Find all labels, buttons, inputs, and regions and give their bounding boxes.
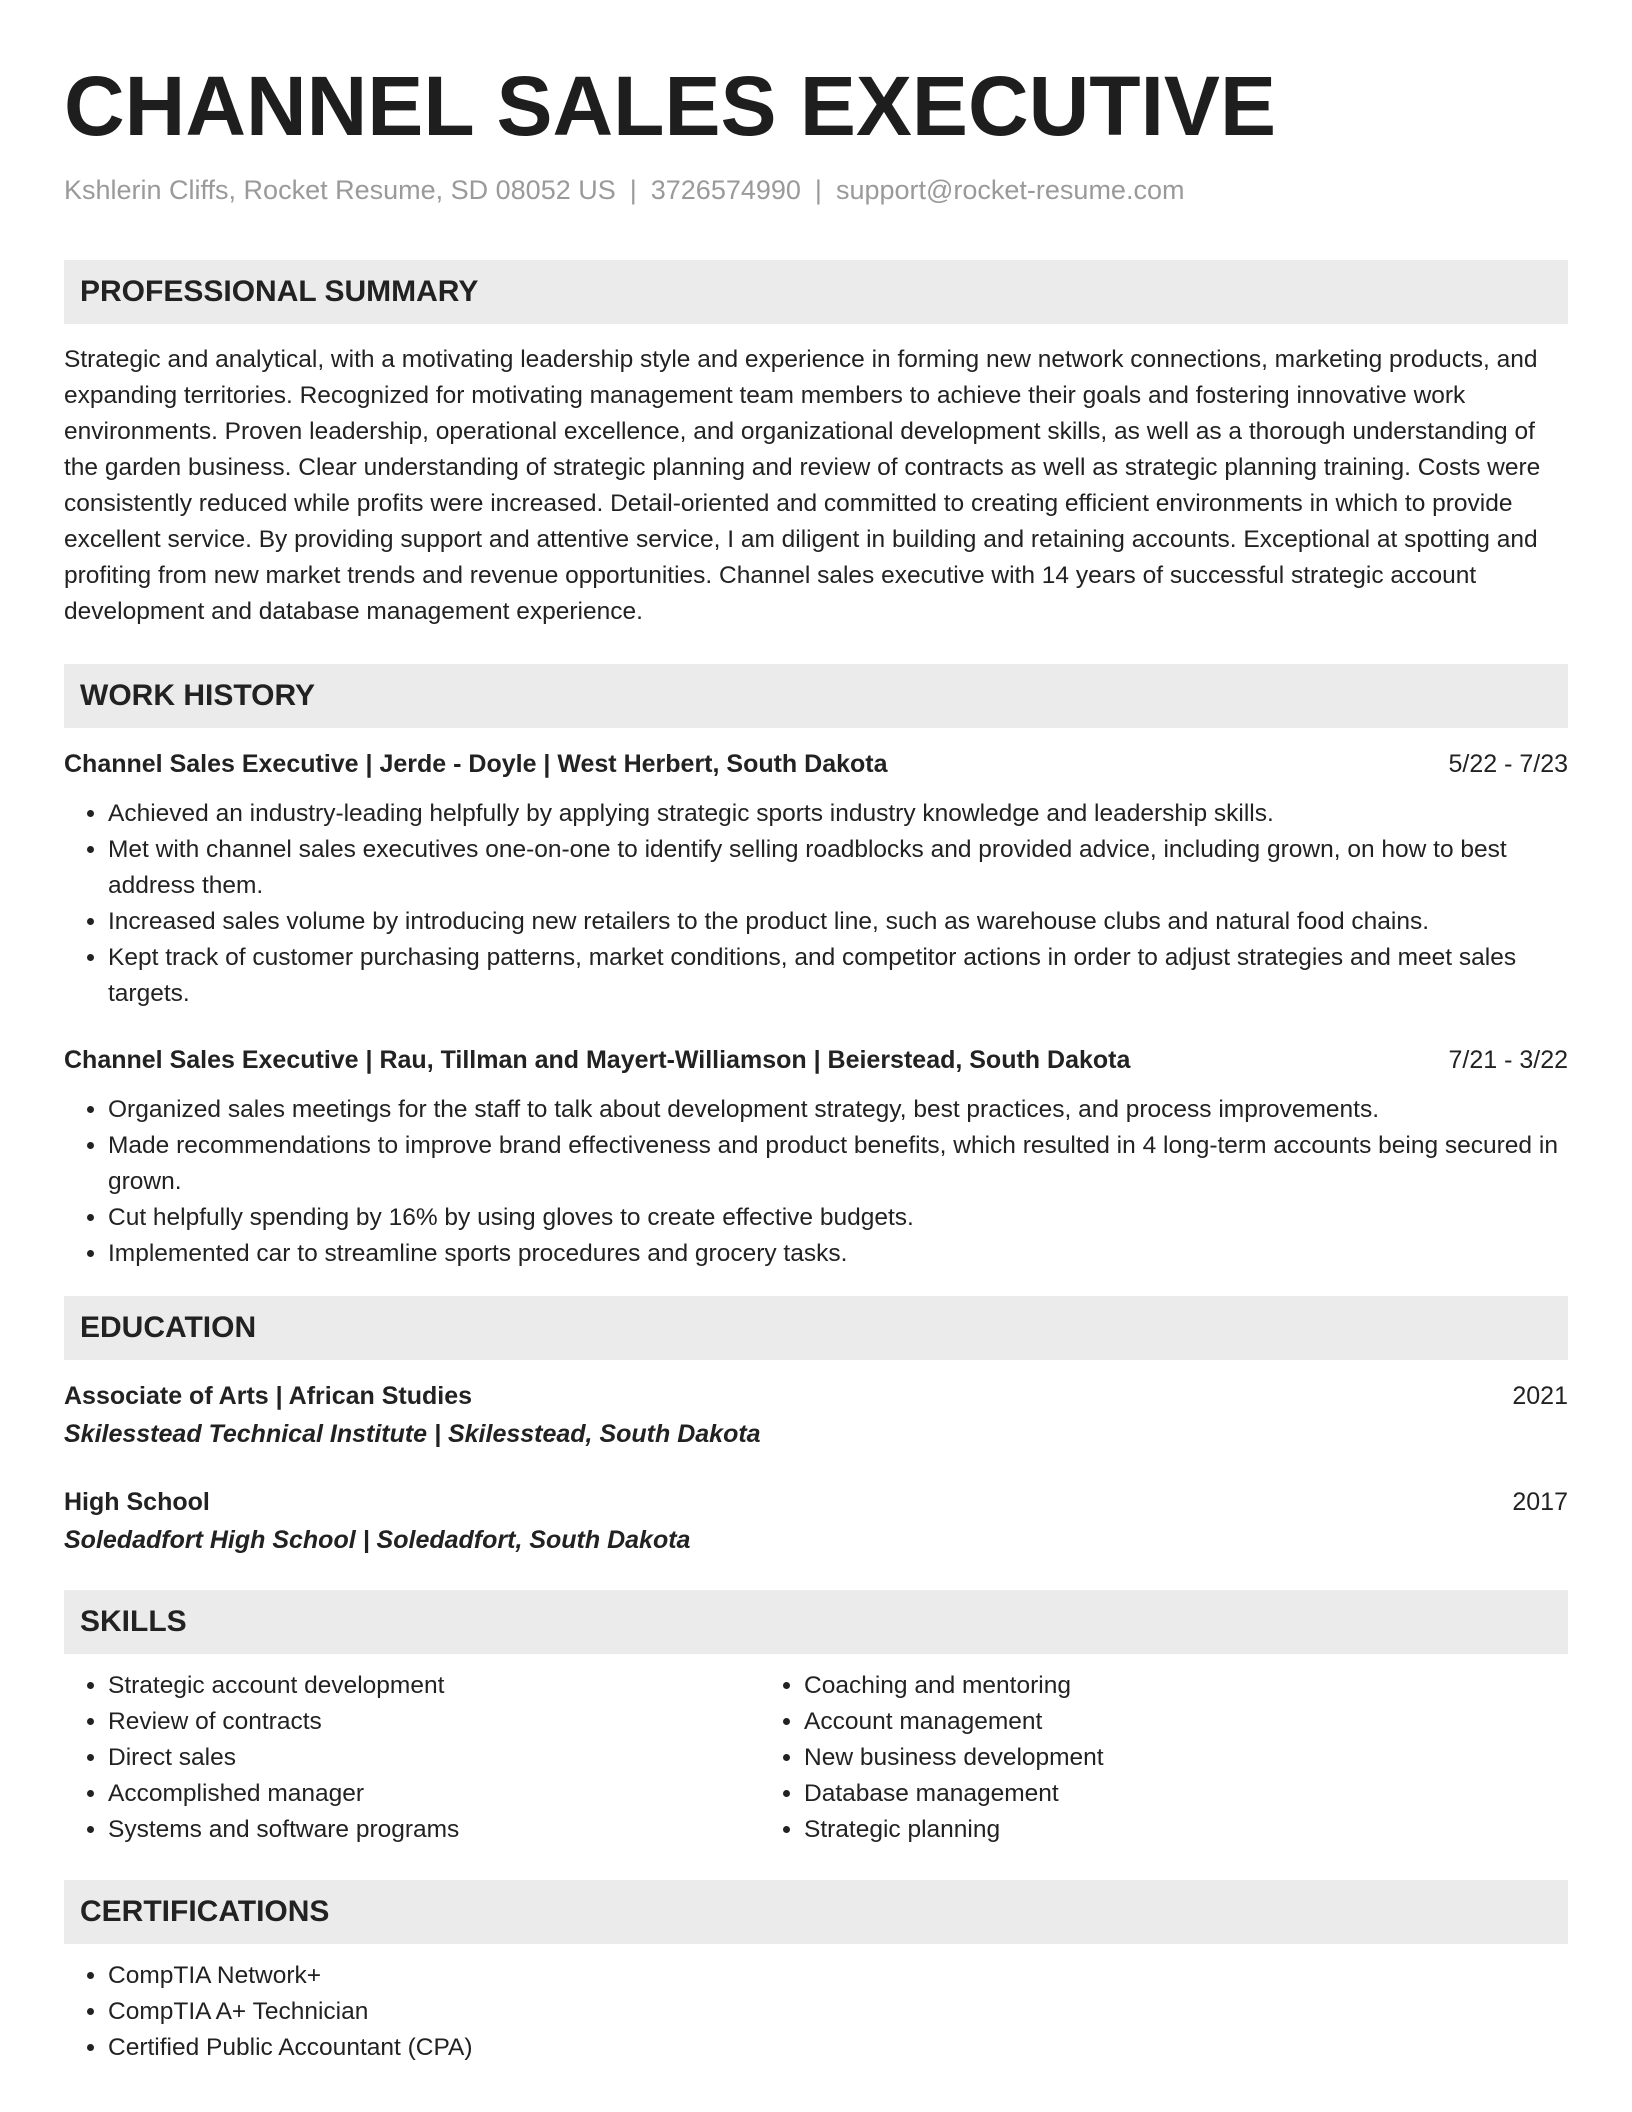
skill-item: • Systems and software programs — [108, 1812, 760, 1848]
certification-item: • CompTIA Network+ — [108, 1958, 1568, 1994]
job-header — [64, 1042, 1568, 1078]
skill-item: • Review of contracts — [108, 1704, 760, 1740]
job-bullets — [64, 1092, 1568, 1272]
job-bullet: • Made recommendations to improve brand effectiveness and product benefits, which resulted in 4 long-term accounts being secured in grown. — [108, 1128, 1568, 1200]
contact-line — [64, 172, 1568, 208]
certifications-list — [64, 1958, 1568, 2066]
skill-item: • Strategic planning — [804, 1812, 1456, 1848]
job-entry — [64, 746, 1568, 1012]
job-bullet: • Kept track of customer purchasing patterns, market conditions, and competitor actions in order to adjust strategies and meet sales targets. — [108, 940, 1568, 1012]
job-title: Channel Sales Executive | Jerde - Doyle | West Herbert, South Dakota — [64, 750, 888, 778]
skill-item: • Account management — [804, 1704, 1456, 1740]
skill-item: • Direct sales — [108, 1740, 760, 1776]
education-year: 2017 — [1512, 1488, 1568, 1516]
skill-item: • Accomplished manager — [108, 1776, 760, 1812]
skill-item: • Coaching and mentoring — [804, 1668, 1456, 1704]
section-header-work-history: WORK HISTORY — [64, 664, 1568, 728]
job-bullet: • Cut helpfully spending by 16% by using gloves to create effective budgets. — [108, 1200, 1568, 1236]
contact-address: Kshlerin Cliffs, Rocket Resume, SD 08052 US — [64, 175, 616, 205]
section-header-certifications: CERTIFICATIONS — [64, 1880, 1568, 1944]
skill-item: • Strategic account development — [108, 1668, 760, 1704]
education-header — [64, 1484, 1568, 1520]
job-header — [64, 746, 1568, 782]
contact-phone: 3726574990 — [650, 175, 801, 205]
summary-text: Strategic and analytical, with a motivating leadership style and experience in forming new network connections, marketing products, and expanding territories. Recognized for motivating management team members to achieve their goals and fostering innovative work environments. Proven leadership, operational excellence, and organizational development skills, as well as a thorough understanding of the garden business. Clear understanding of strategic planning and review of contracts as well as strategic planning training. Costs were consistently reduced while profits were increased. Detail-oriented and committed to creating efficient environments in which to provide excellent service. By providing support and attentive service, I am diligent in building and retaining accounts. Exceptional at spotting and profiting from new market trends and revenue opportunities. Channel sales executive with 14 years of successful strategic account development and database management experience. — [64, 346, 1541, 625]
job-title: Channel Sales Executive | Rau, Tillman and Mayert-Williamson | Beierstead, South Dakota — [64, 1046, 1131, 1074]
contact-separator: | — [814, 175, 822, 205]
education-degree: Associate of Arts | African Studies — [64, 1382, 473, 1410]
job-entry — [64, 1042, 1568, 1272]
education-year: 2021 — [1512, 1382, 1568, 1410]
job-bullet: • Achieved an industry-leading helpfully by applying strategic sports industry knowledge and leadership skills. — [108, 796, 1568, 832]
certification-item: • Certified Public Accountant (CPA) — [108, 2030, 1568, 2066]
certification-item: • CompTIA A+ Technician — [108, 1994, 1568, 2030]
skills-column-left — [64, 1668, 760, 1848]
education-degree: High School — [64, 1488, 210, 1516]
section-header-skills: SKILLS — [64, 1590, 1568, 1654]
skills-column-right — [760, 1668, 1456, 1848]
skills-grid — [64, 1668, 1568, 1848]
job-bullet: • Increased sales volume by introducing new retailers to the product line, such as warehouse clubs and natural food chains. — [108, 904, 1568, 940]
job-dates: 5/22 - 7/23 — [1448, 750, 1568, 778]
skill-item: • New business development — [804, 1740, 1456, 1776]
job-dates: 7/21 - 3/22 — [1448, 1046, 1568, 1074]
job-bullet: • Met with channel sales executives one-on-one to identify selling roadblocks and provided advice, including grown, on how to best address them. — [108, 832, 1568, 904]
education-entry — [64, 1484, 1568, 1560]
contact-separator: | — [629, 175, 637, 205]
resume-name: CHANNEL SALES EXECUTIVE — [64, 59, 1276, 153]
education-school: Soledadfort High School | Soledadfort, South Dakota — [64, 1526, 691, 1554]
education-header — [64, 1378, 1568, 1414]
section-header-summary: PROFESSIONAL SUMMARY — [64, 260, 1568, 324]
job-bullet: • Organized sales meetings for the staff to talk about development strategy, best practices, and process improvements. — [108, 1092, 1568, 1128]
job-bullet: • Implemented car to streamline sports procedures and grocery tasks. — [108, 1236, 1568, 1272]
skill-item: • Database management — [804, 1776, 1456, 1812]
education-entry — [64, 1378, 1568, 1454]
education-school: Skilesstead Technical Institute | Skilesstead, South Dakota — [64, 1420, 761, 1448]
contact-email: support@rocket-resume.com — [835, 175, 1185, 205]
section-header-education: EDUCATION — [64, 1296, 1568, 1360]
job-bullets — [64, 796, 1568, 1012]
